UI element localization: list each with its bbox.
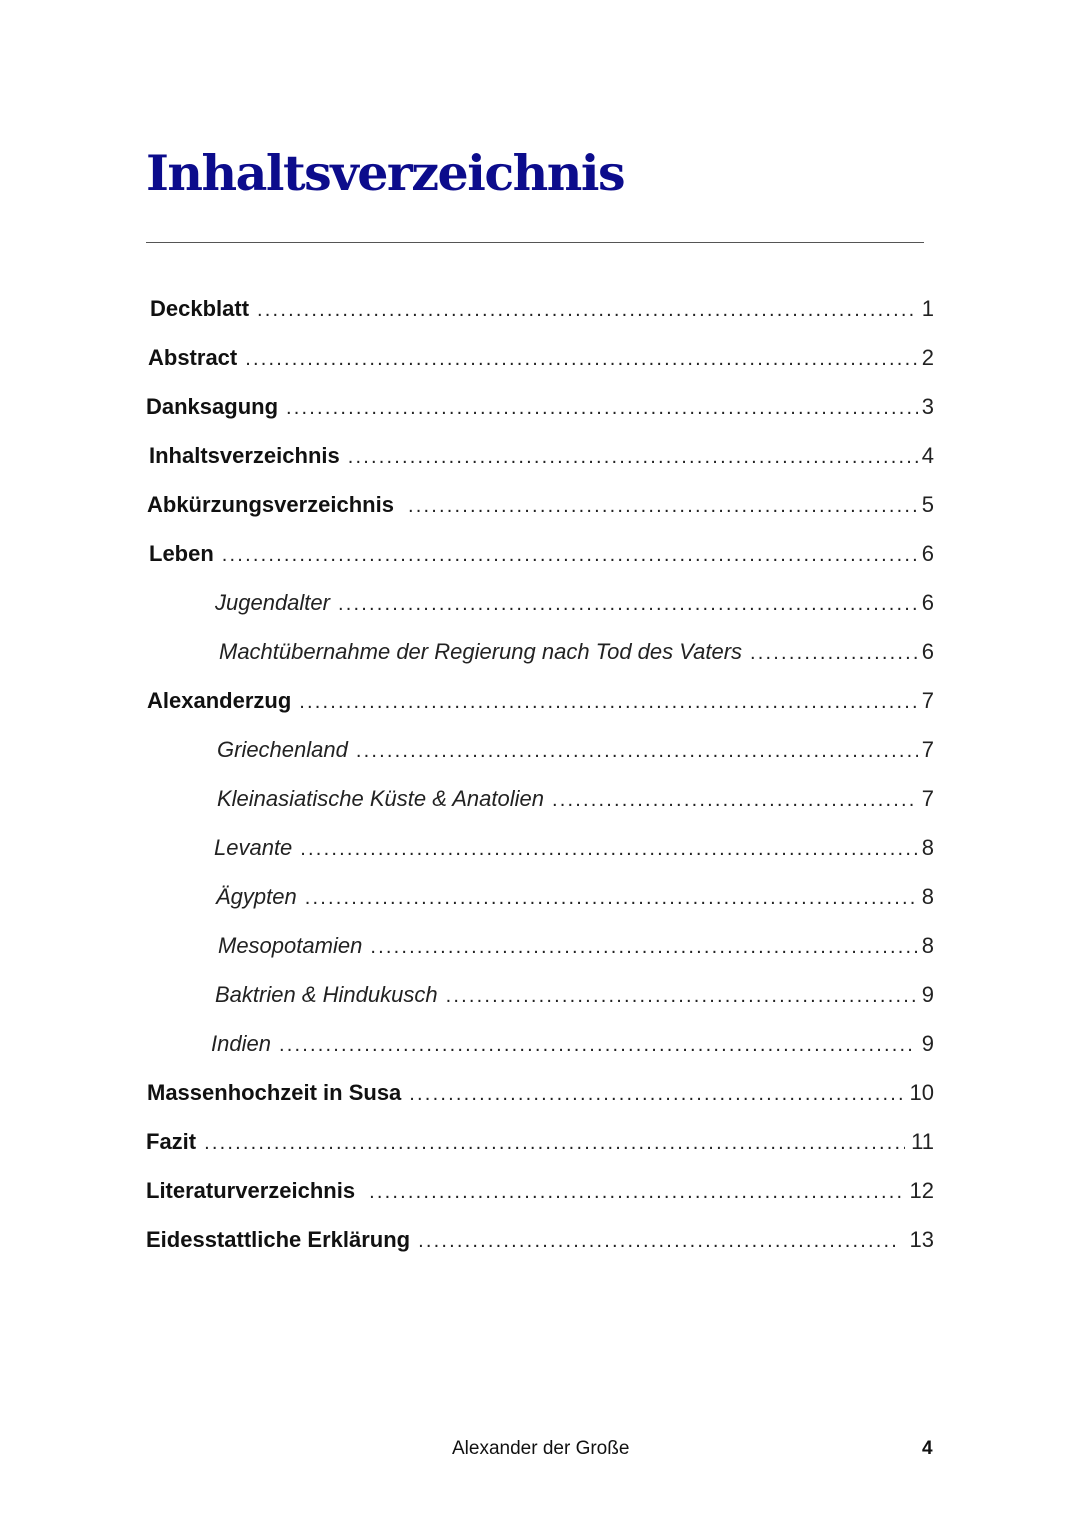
toc-entry-label: Indien [211,1031,271,1056]
toc-entry-page: 13 [909,1227,934,1252]
toc-entry-label: Alexanderzug [147,688,292,713]
toc-entry-page: 9 [921,1031,934,1056]
toc-entry-page: 8 [921,933,934,958]
toc-entry-machtuebernahme[interactable] [219,639,934,669]
toc-entry-label: Literaturverzeichnis [146,1178,356,1203]
dot-leader [370,936,917,959]
toc-entry-kleinasien[interactable] [217,786,934,816]
dot-leader [552,789,918,812]
dot-leader [750,642,918,665]
toc-entry-page: 6 [921,639,934,664]
toc-entry-label: Danksagung [146,394,279,419]
dot-leader [257,299,918,322]
dot-leader [408,495,918,518]
toc-entry-label: Inhaltsverzeichnis [149,443,340,468]
dot-leader [286,397,918,420]
toc-entry-aegypten[interactable] [216,884,934,914]
toc-entry-jugendalter[interactable] [215,590,934,620]
toc-entry-page: 9 [921,982,934,1007]
toc-entry-page: 12 [909,1178,934,1203]
dot-leader [305,887,918,910]
toc-entry-abstract[interactable] [148,345,934,375]
dot-leader [299,691,917,714]
toc-entry-page: 2 [921,345,934,370]
toc-entry-page: 10 [909,1080,934,1105]
dot-leader [348,446,918,469]
dot-leader [222,544,918,567]
toc-entry-page: 8 [921,884,934,909]
toc-entry-label: Levante [214,835,293,860]
toc-entry-page: 6 [921,541,934,566]
toc-entry-deckblatt[interactable] [150,296,934,326]
toc-entry-massenhochzeit[interactable] [147,1080,934,1110]
dot-leader [356,740,918,763]
dot-leader [338,593,918,616]
toc-entry-alexanderzug[interactable] [147,688,934,718]
toc-entry-baktrien[interactable] [215,982,934,1012]
dot-leader [279,1034,912,1057]
toc-entry-leben[interactable] [149,541,934,571]
toc-entry-page: 6 [921,590,934,615]
dot-leader [300,838,917,861]
footer-document-title: Alexander der Große [452,1438,630,1459]
toc-entry-page: 7 [921,737,934,762]
toc-entry-page: 1 [921,296,934,321]
toc-entry-label: Machtübernahme der Regierung nach Tod des Vaters [219,639,743,664]
dot-leader [204,1132,905,1155]
dot-leader [245,348,918,371]
toc-entry-label: Massenhochzeit in Susa [147,1080,402,1105]
toc-entry-label: Baktrien & Hindukusch [215,982,438,1007]
toc-entry-label: Ägypten [216,884,297,909]
dot-leader [446,985,918,1008]
toc-entry-page: 8 [921,835,934,860]
toc-entry-page: 3 [921,394,934,419]
toc-entry-label: Fazit [146,1129,197,1154]
toc-entry-indien[interactable] [211,1031,934,1061]
toc-entry-mesopotamien[interactable] [218,933,934,963]
toc-entry-eidesstattliche-erklaerung[interactable] [146,1227,934,1257]
dot-leader [369,1181,903,1204]
toc-entry-label: Mesopotamien [218,933,363,958]
footer-page-number: 4 [922,1438,933,1459]
toc-entry-label: Jugendalter [215,590,330,615]
toc-entry-label: Deckblatt [150,296,250,321]
toc-entry-page: 5 [921,492,934,517]
title-divider [146,242,924,243]
toc-entry-griechenland[interactable] [217,737,934,767]
toc-entry-page: 4 [921,443,934,468]
toc-entry-label: Leben [149,541,214,566]
toc-entry-fazit[interactable] [146,1129,934,1159]
toc-entry-label: Abstract [148,345,238,370]
toc-entry-page: 11 [911,1129,934,1154]
toc-entry-label: Griechenland [217,737,348,762]
toc-entry-page: 7 [921,688,934,713]
toc-entry-label: Eidesstattliche Erklärung [146,1227,411,1252]
toc-entry-label: Kleinasiatische Küste & Anatolien [217,786,544,811]
toc-entry-label: Abkürzungsverzeichnis [147,492,394,517]
toc-entry-literaturverzeichnis[interactable] [146,1178,934,1208]
toc-entry-levante[interactable] [214,835,934,865]
page-title: Inhaltsverzeichnis [146,144,625,202]
toc-entry-abkuerzungsverzeichnis[interactable] [147,492,934,522]
toc-entry-page: 7 [921,786,934,811]
toc-entry-danksagung[interactable] [146,394,934,424]
dot-leader [409,1083,903,1106]
dot-leader [418,1230,897,1253]
toc-entry-inhaltsverzeichnis[interactable] [149,443,934,473]
